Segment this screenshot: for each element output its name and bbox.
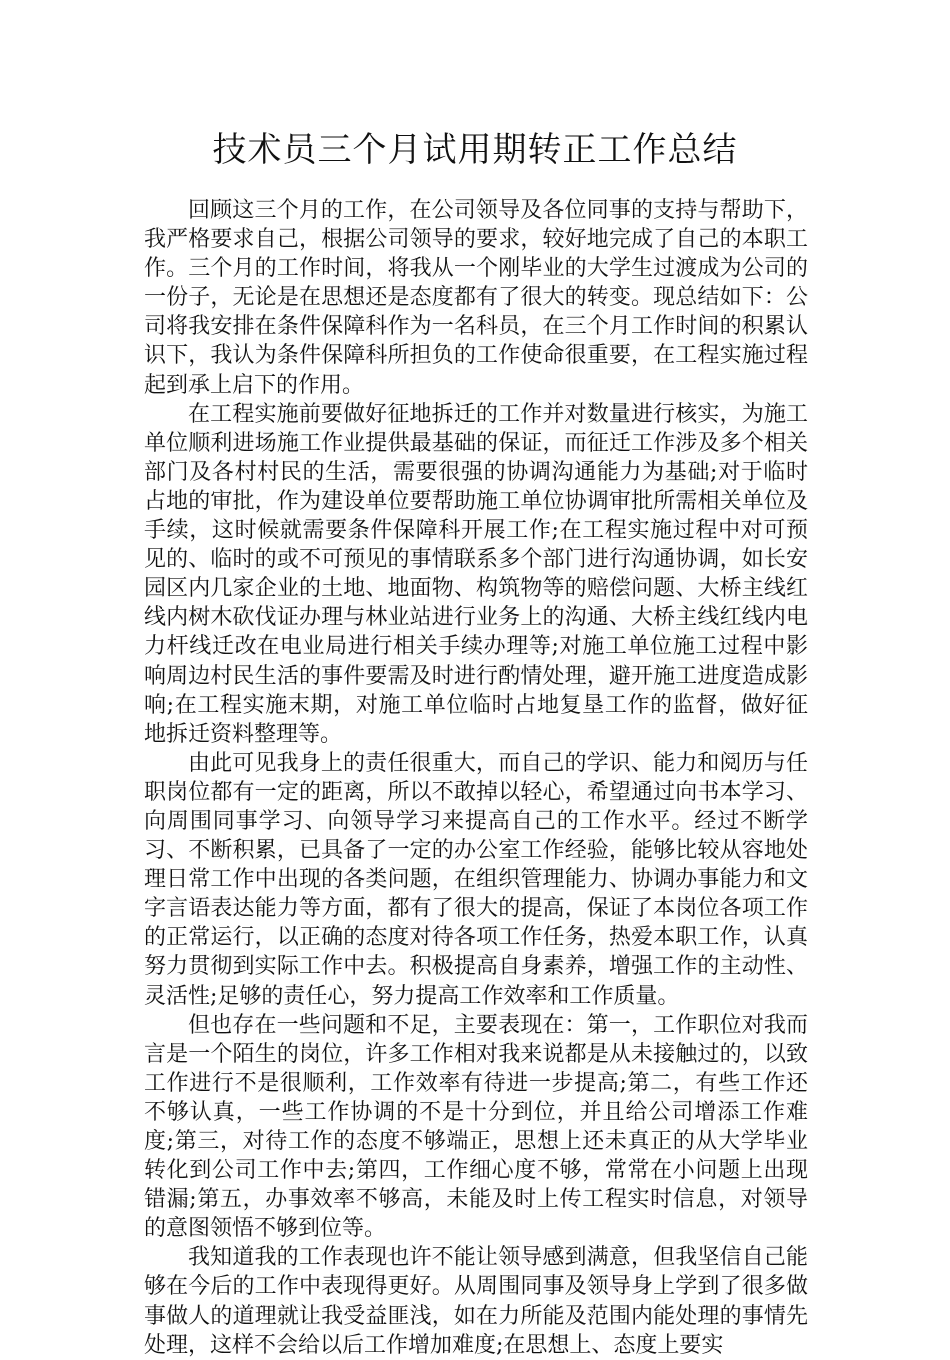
paragraph-2: 在工程实施前要做好征地拆迁的工作并对数量进行核实，为施工单位顺利进场施工作业提供最基础的保证，而征迁工作涉及多个相关部门及各村村民的生活，需要很强的协调沟通能力为基础;对于临时占地的审批，作为建设单位要帮助施工单位协调审批所需相关单位及手续，这时候就需要条件保障科开展工作;在工程实施过程中对可预见的、临时的或不可预见的事情联系多个部门进行沟通协调，如长安园区内几家企业的土地、地面物、构筑物等的赔偿问题、大桥主线红线内树木砍伐证办理与林业站进行业务上的沟通、大桥主线红线内电力杆线迁改在电业局进行相关手续办理等;对施工单位施工过程中影响周边村民生活的事件要需及时进行酌情处理，避开施工进度造成影响;在工程实施末期，对施工单位临时占地复垦工作的监督，做好征地拆迁资料整理等。 (144, 401, 808, 747)
paragraph-5: 我知道我的工作表现也许不能让领导感到满意，但我坚信自己能够在今后的工作中表现得更好。从周围同事及领导身上学到了很多做事做人的道理就让我受益匪浅，如在力所能及范围内能处理的事情先处理，这样不会给以后工作增加难度;在思想上、态度上要实 (144, 1245, 808, 1358)
paragraph-1: 回顾这三个月的工作，在公司领导及各位同事的支持与帮助下，我严格要求自己，根据公司领导的要求，较好地完成了自己的本职工作。三个月的工作时间，将我从一个刚毕业的大学生过渡成为公司的一份子，无论是在思想还是态度都有了很大的转变。现总结如下：公司将我安排在条件保障科作为一名科员，在三个月工作时间的积累认识下，我认为条件保障科所担负的工作使命很重要，在工程实施过程起到承上启下的作用。 (144, 198, 808, 398)
paragraph-4: 但也存在一些问题和不足，主要表现在：第一，工作职位对我而言是一个陌生的岗位，许多工作相对我来说都是从未接触过的，以致工作进行不是很顺利，工作效率有待进一步提高;第二，有些工作还不够认真，一些工作协调的不是十分到位，并且给公司增添工作难度;第三，对待工作的态度不够端正，思想上还未真正的从大学毕业转化到公司工作中去;第四，工作细心度不够，常常在小问题上出现错漏;第五，办事效率不够高，未能及时上传工程实时信息，对领导的意图领悟不够到位等。 (144, 1012, 808, 1242)
document-title: 技术员三个月试用期转正工作总结 (212, 130, 738, 170)
document-body (144, 196, 808, 1360)
paragraph-3: 由此可见我身上的责任很重大，而自己的学识、能力和阅历与任职岗位都有一定的距离，所以不敢掉以轻心，希望通过向书本学习、向周围同事学习、向领导学习来提高自己的工作水平。经过不断学习、不断积累，已具备了一定的办公室工作经验，能够比较从容地处理日常工作中出现的各类问题，在组织管理能力、协调办事能力和文字言语表达能力等方面，都有了很大的提高，保证了本岗位各项工作的正常运行，以正确的态度对待各项工作任务，热爱本职工作，认真努力贯彻到实际工作中去。积极提高自身素养，增强工作的主动性、灵活性;足够的责任心，努力提高工作效率和工作质量。 (144, 750, 808, 1009)
